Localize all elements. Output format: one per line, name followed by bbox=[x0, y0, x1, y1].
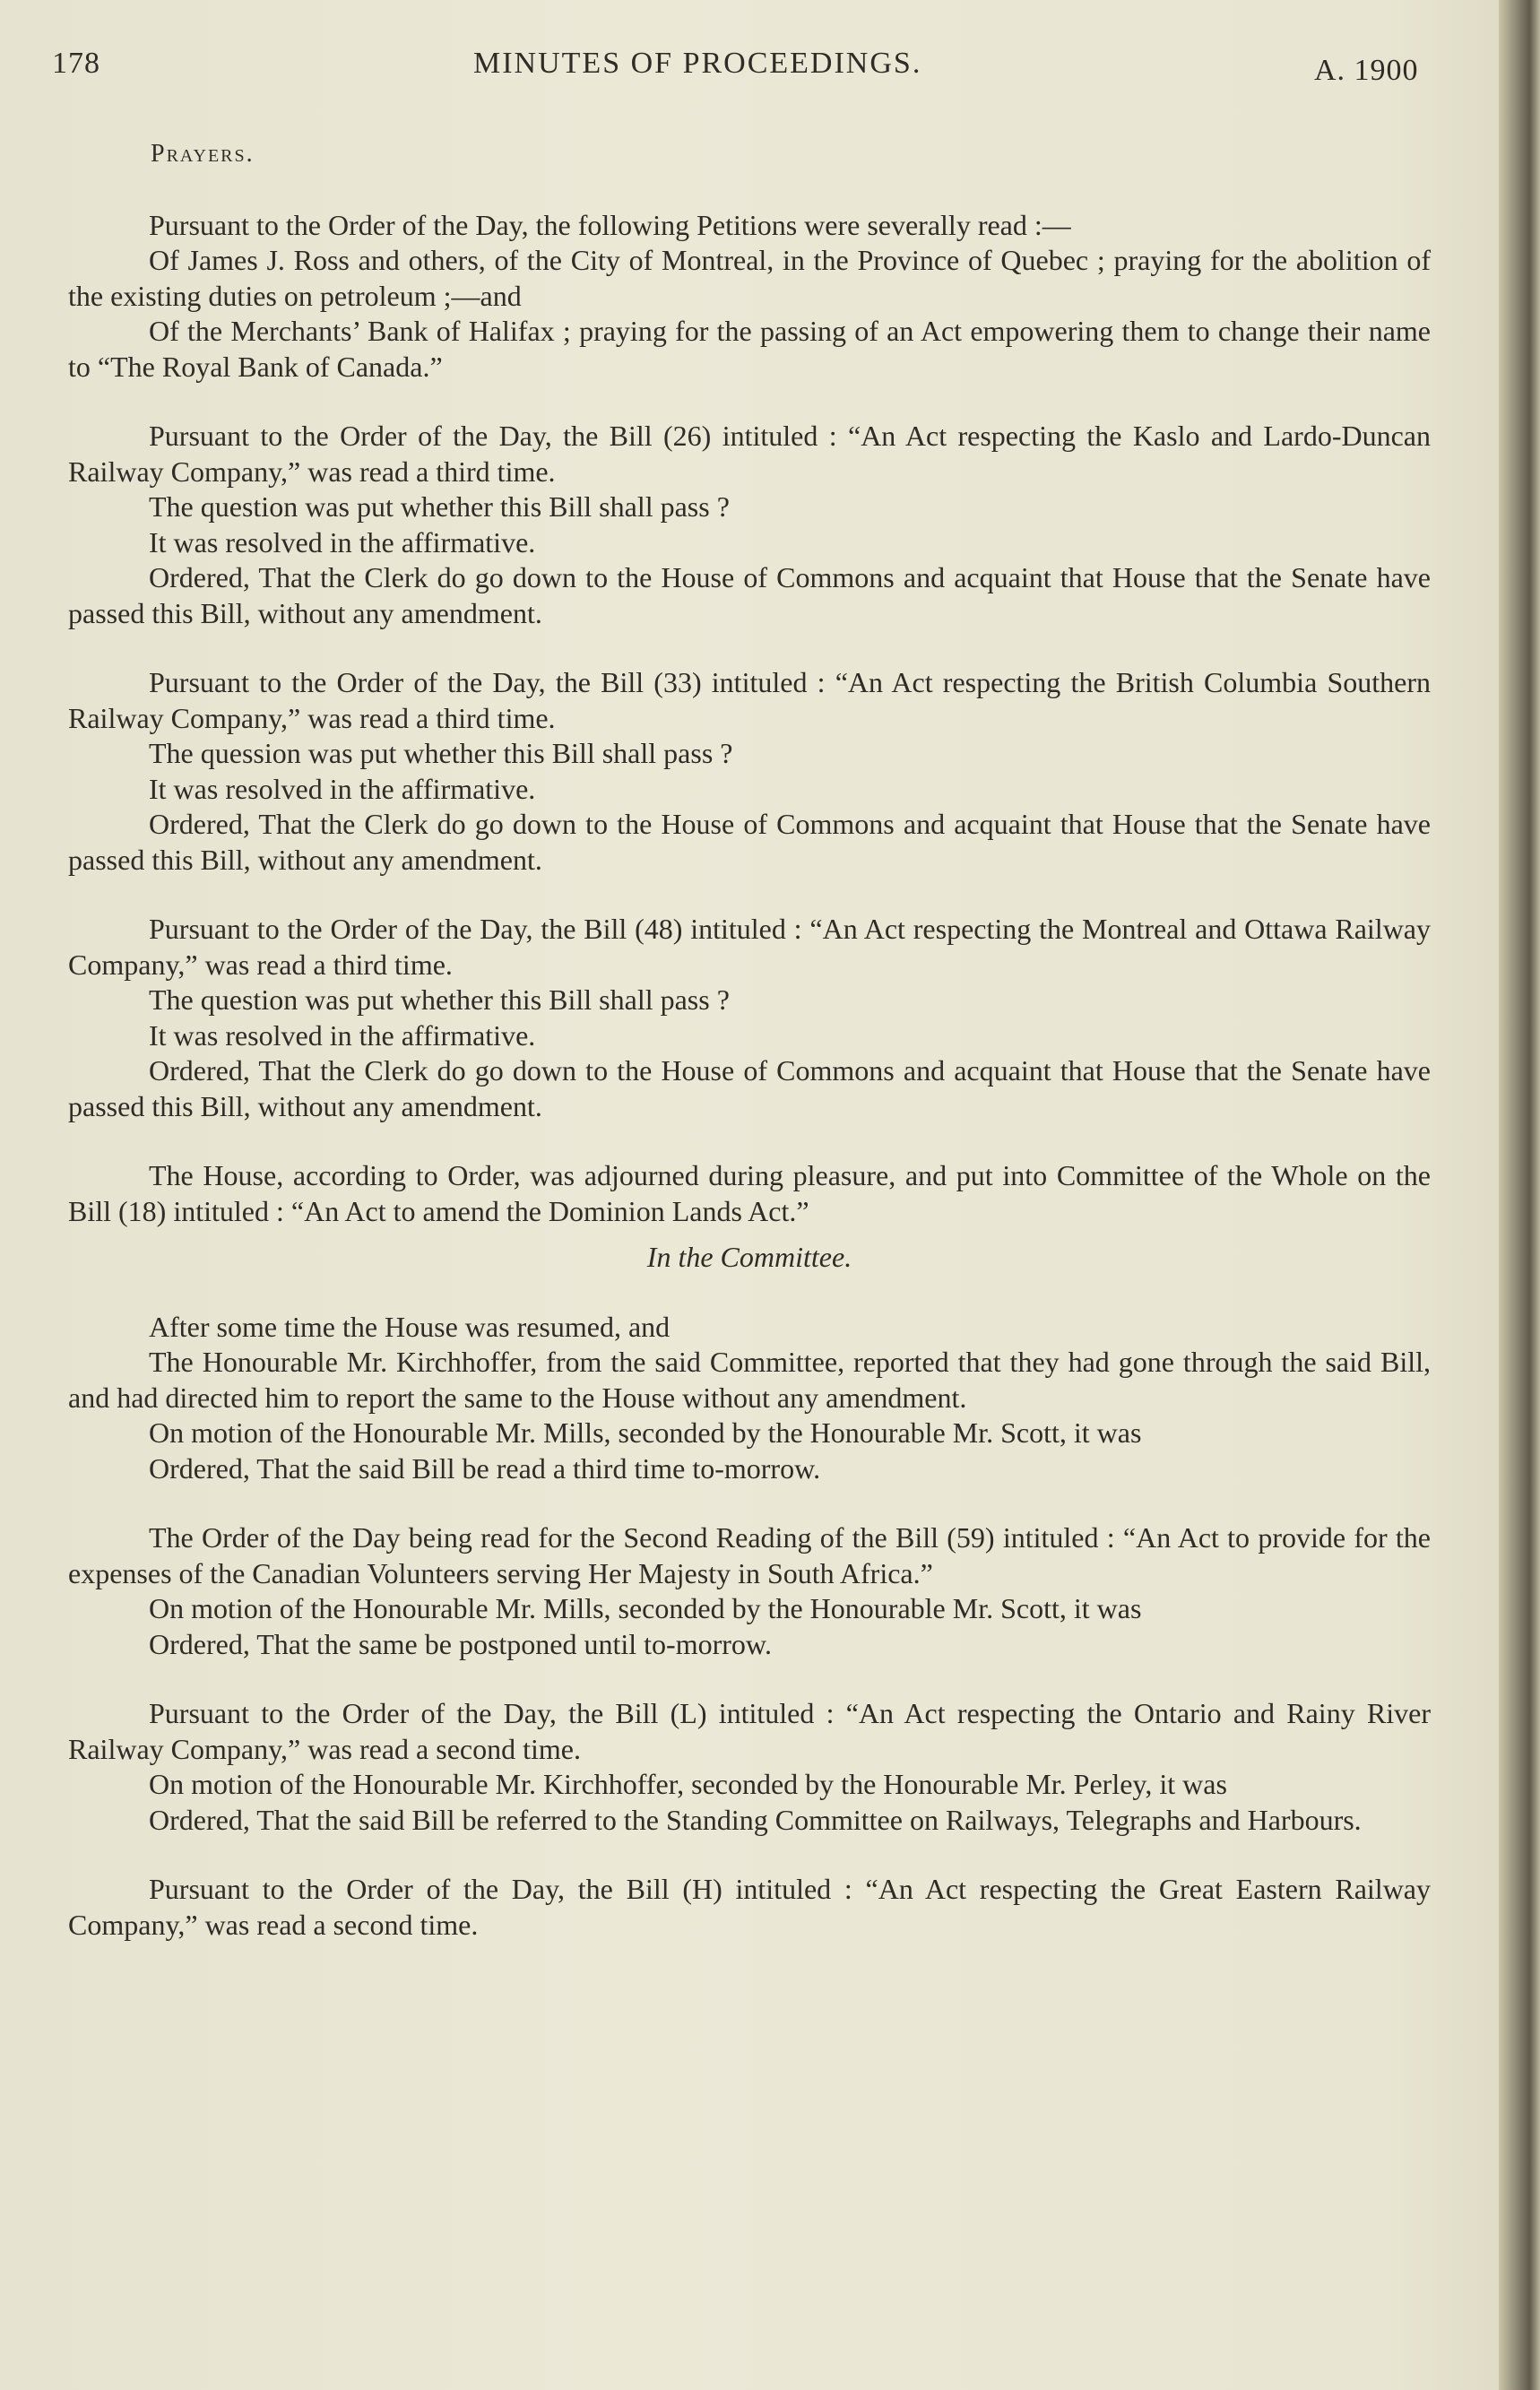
paragraph: Ordered, That the Clerk do go down to the House of Commons and acquaint that House that the Senate have passed this Bill, without any amendment. bbox=[68, 1054, 1431, 1122]
paragraph: Pursuant to the Order of the Day, the Bill (48) intituled : “An Act respecting the Montreal and Ottawa Railway Company,” was read a third time. bbox=[68, 913, 1431, 981]
paragraph: Pursuant to the Order of the Day, the Bill (33) intituled : “An Act respecting the British Columbia Southern Railway Company,” was read a third time. bbox=[68, 666, 1431, 734]
paragraph: The quession was put whether this Bill shall pass ? bbox=[149, 737, 733, 769]
paragraph: Pursuant to the Order of the Day, the Bill (L) intituled : “An Act respecting the Ontario and Rainy River Railway Company,” was read a second time. bbox=[68, 1697, 1431, 1765]
page-year: A. 1900 bbox=[1314, 54, 1419, 87]
paragraph: The question was put whether this Bill shall pass ? bbox=[149, 983, 730, 1016]
paragraph: On motion of the Honourable Mr. Kirchhoffer, seconded by the Honourable Mr. Perley, it was bbox=[149, 1768, 1227, 1800]
paragraph: The Honourable Mr. Kirchhoffer, from the said Committee, reported that they had gone through the said Bill, and had directed him to report the same to the House without any amendment. bbox=[68, 1346, 1431, 1414]
bill-59-entry bbox=[68, 1520, 1431, 1662]
paragraph: On motion of the Honourable Mr. Mills, seconded by the Honourable Mr. Scott, it was bbox=[149, 1592, 1142, 1624]
paragraph: Pursuant to the Order of the Day, the Bill (26) intituled : “An Act respecting the Kaslo and Lardo-Duncan Railway Company,” was read a third time. bbox=[68, 420, 1431, 488]
committee-heading: In the Committee. bbox=[646, 1241, 852, 1273]
paragraph: Ordered, That the same be postponed until to-morrow. bbox=[149, 1627, 772, 1660]
section-heading-prayers: Prayers. bbox=[151, 140, 255, 168]
paragraph: Ordered, That the said Bill be read a third time to-morrow. bbox=[149, 1451, 821, 1485]
bill-48-entry bbox=[68, 912, 1431, 1124]
paragraph: After some time the House was resumed, and bbox=[149, 1310, 671, 1343]
paragraph: The House, according to Order, was adjourned during pleasure, and put into Committee of the Whole on the Bill (18) intituled : “An Act to amend the Dominion Lands Act.” bbox=[68, 1159, 1431, 1227]
document-body bbox=[68, 136, 1431, 1977]
paragraph: Of the Merchants’ Bank of Halifax ; praying for the passing of an Act empowering them to change their name to “The Royal Bank of Canada.” bbox=[68, 315, 1431, 383]
paragraph: Of James J. Ross and others, of the City of Montreal, in the Province of Quebec ; praying for the abolition of the existing duties on petroleum ;—and bbox=[68, 244, 1431, 312]
paragraph: The Order of the Day being read for the Second Reading of the Bill (59) intituled : “An Act to provide for the expenses of the Canadian Volunteers serving Her Majesty in South Africa.” bbox=[68, 1521, 1431, 1589]
paragraph: It was resolved in the affirmative. bbox=[149, 772, 536, 805]
page-header bbox=[52, 47, 1450, 91]
paragraph: Pursuant to the Order of the Day, the following Petitions were severally read :— bbox=[149, 208, 1071, 241]
paragraph: The question was put whether this Bill shall pass ? bbox=[149, 490, 730, 523]
page-title: MINUTES OF PROCEEDINGS. bbox=[473, 47, 922, 80]
paragraph: Ordered, That the Clerk do go down to the House of Commons and acquaint that House that the Senate have passed this Bill, without any amendment. bbox=[68, 561, 1431, 629]
petitions-entry bbox=[68, 208, 1431, 385]
bill-l-entry bbox=[68, 1696, 1431, 1838]
binding-edge bbox=[1499, 0, 1540, 2390]
bill-33-entry bbox=[68, 665, 1431, 878]
paragraph: On motion of the Honourable Mr. Mills, seconded by the Honourable Mr. Scott, it was bbox=[149, 1416, 1142, 1449]
bill-18-entry bbox=[68, 1158, 1431, 1486]
paragraph: It was resolved in the affirmative. bbox=[149, 525, 536, 559]
bill-h-entry bbox=[68, 1872, 1431, 1943]
page-number: 178 bbox=[52, 47, 100, 80]
paragraph: Ordered, That the said Bill be referred to the Standing Committee on Railways, Telegraphs and Harbours. bbox=[149, 1803, 1362, 1836]
paragraph: Ordered, That the Clerk do go down to the House of Commons and acquaint that House that the Senate have passed this Bill, without any amendment. bbox=[68, 808, 1431, 876]
paragraph: It was resolved in the affirmative. bbox=[149, 1018, 536, 1052]
bill-26-entry bbox=[68, 419, 1431, 631]
paragraph: Pursuant to the Order of the Day, the Bill (H) intituled : “An Act respecting the Great Eastern Railway Company,” was read a second time. bbox=[68, 1873, 1431, 1941]
